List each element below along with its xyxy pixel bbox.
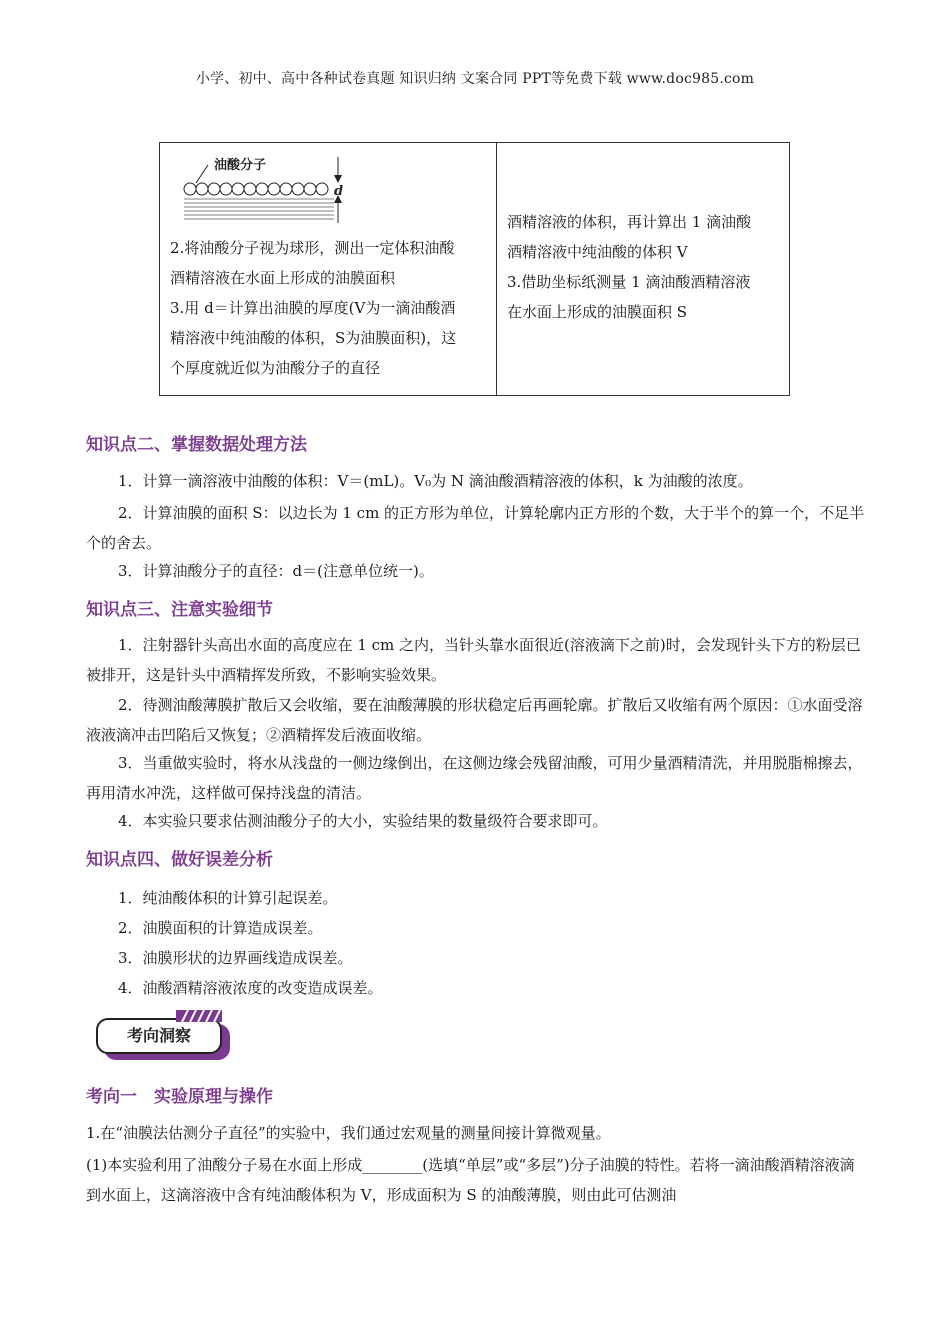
kaoxiang-title: 考向一 实验原理与操作: [86, 1087, 273, 1107]
table-cell-left: [160, 143, 497, 395]
oil-film-diagram: [170, 149, 488, 233]
method-table: [159, 142, 790, 396]
section2-p2: 2．计算油膜的面积 S：以边长为 1 cm 的正方形为单位，计算轮廓内正方形的个数，大于半个的算一个，不足半个的舍去。: [86, 504, 865, 552]
section3-p1: 1．注射器针头高出水面的高度应在 1 cm 之内，当针头靠水面很近(溶液滴下之前)时，会发现针头下方的粉层已被排开，这是针头中酒精挥发所致，不影响实验效果。: [86, 636, 861, 684]
section3-p3: 3．当重做实验时，将水从浅盘的一侧边缘倒出，在这侧边缘会残留油酸，可用少量酒精清洗，并用脱脂棉擦去，再用清水冲洗，这样做可保持浅盘的清洁。: [86, 754, 863, 802]
section3-p2: 2．待测油酸薄膜扩散后又会收缩，要在油酸薄膜的形状稳定后再画轮廓。扩散后又收缩有两个原因：①水面受溶液液滴冲击凹陷后又恢复；②酒精挥发后液面收缩。: [86, 696, 863, 744]
right-line-3: 3.借助坐标纸测量 1 滴油酸酒精溶液: [507, 273, 751, 291]
question-1: 1.在“油膜法估测分子直径”的实验中，我们通过宏观量的测量间接计算微观量。: [86, 1124, 611, 1142]
section2-p3: 3．计算油酸分子的直径：d＝(注意单位统一)。: [118, 562, 434, 580]
left-line-2: 酒精溶液在水面上形成的油膜面积: [170, 269, 396, 287]
badge-label: 考向洞察: [96, 1018, 222, 1054]
left-line-5: 个厚度就近似为油酸分子的直径: [170, 359, 381, 377]
error-item-1: 1．纯油酸体积的计算引起误差。: [118, 889, 338, 907]
right-line-2: 酒精溶液中纯油酸的体积 V: [507, 243, 688, 261]
right-line-4: 在水面上形成的油膜面积 S: [507, 303, 688, 321]
question-1-part1: (1)本实验利用了油酸分子易在水面上形成________(选填“单层”或“多层”)分子油膜的特性。若将一滴油酸酒精溶液滴到水面上，这滴溶液中含有纯油酸体积为 V，形成面积为 S 的油酸薄膜，则由此可估测油: [86, 1156, 855, 1204]
error-item-2: 2．油膜面积的计算造成误差。: [118, 919, 323, 937]
right-line-1: 酒精溶液的体积，再计算出 1 滴油酸: [507, 213, 752, 231]
table-cell-right: [497, 143, 789, 395]
diagram-d-label: d: [334, 184, 344, 199]
diagram-label: 油酸分子: [214, 157, 267, 172]
badge-stripes-icon: [176, 1010, 222, 1024]
section2-title: 知识点二、掌握数据处理方法: [86, 435, 307, 455]
left-line-4: 精溶液中纯油酸的体积，S为油膜面积)，这: [170, 329, 457, 347]
section3-title: 知识点三、注意实验细节: [86, 600, 273, 620]
section4-title: 知识点四、做好误差分析: [86, 850, 273, 870]
kaoxiang-badge: [92, 1018, 230, 1060]
section2-p1: 1．计算一滴溶液中油酸的体积：V＝(mL)。V₀为 N 滴油酸酒精溶液的体积，k 为油酸的浓度。: [118, 472, 753, 490]
left-line-3: 3.用 d＝计算出油膜的厚度(V为一滴油酸酒: [170, 299, 456, 317]
error-item-3: 3．油膜形状的边界画线造成误差。: [118, 949, 353, 967]
page-header: 小学、初中、高中各种试卷真题 知识归纳 文案合同 PPT等免费下载 www.doc985.com: [195, 71, 755, 87]
left-line-1: 2.将油酸分子视为球形，测出一定体积油酸: [170, 239, 455, 257]
error-item-4: 4．油酸酒精溶液浓度的改变造成误差。: [118, 979, 383, 997]
section3-p4: 4．本实验只要求估测油酸分子的大小，实验结果的数量级符合要求即可。: [118, 812, 608, 830]
